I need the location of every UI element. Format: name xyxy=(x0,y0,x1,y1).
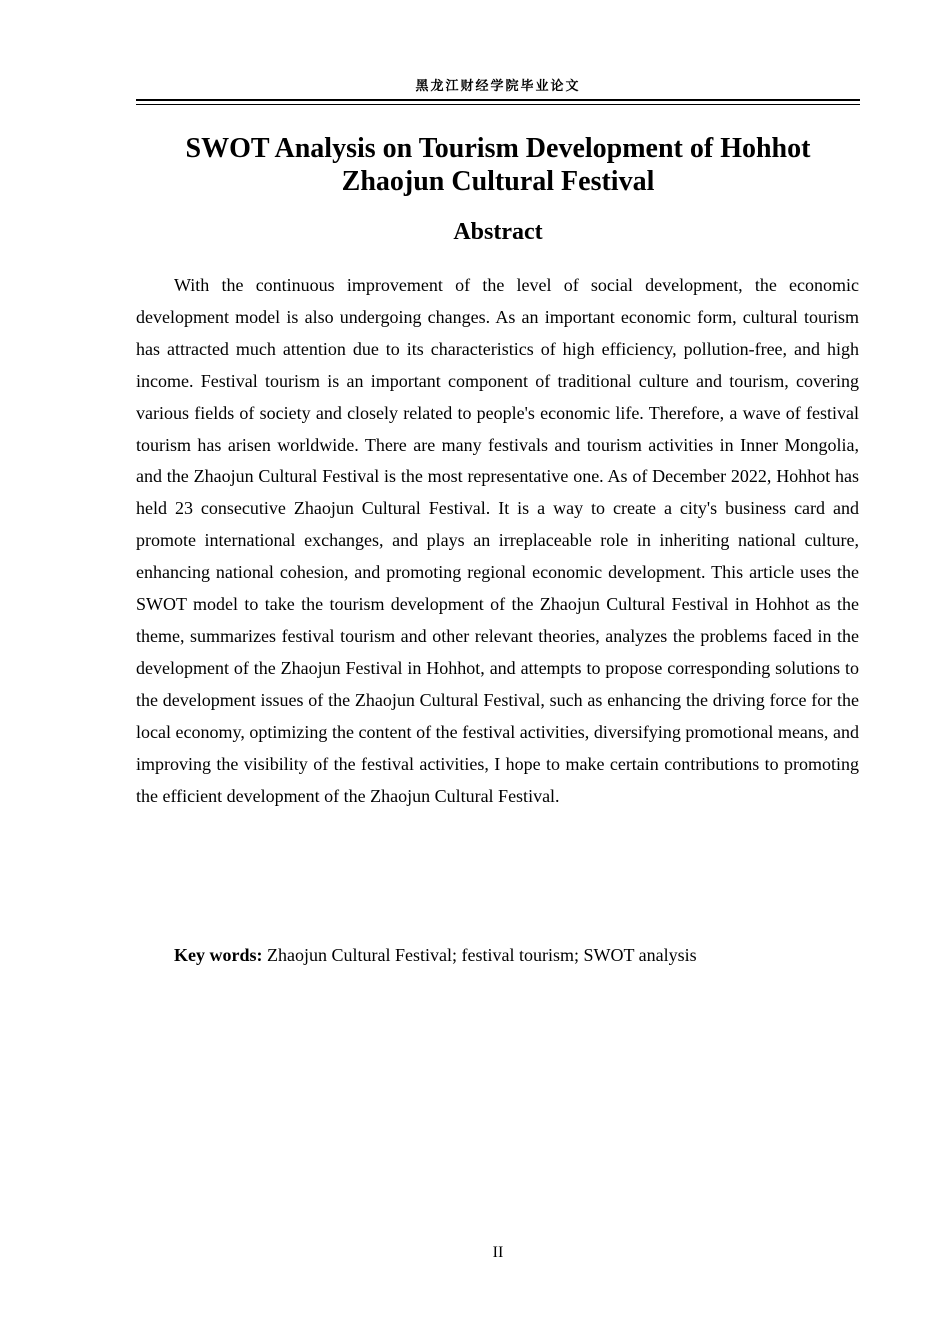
paper-title: SWOT Analysis on Tourism Development of Hohhot Zhaojun Cultural Festival xyxy=(185,133,811,197)
abstract-heading: Abstract xyxy=(453,219,543,245)
header-rule-thin xyxy=(136,104,860,105)
abstract-body: With the continuous improvement of the level of social development, the economic development model is also undergoing changes. As an important economic form, cultural tourism has attracted much attention due to its characteristics of high efficiency, pollution-free, and high income. Festival tourism is an important component of traditional culture and tourism, covering various fields of society and closely related to people's economic life. Therefore, a wave of festival tourism has arisen worldwide. There are many festivals and tourism activities in Inner Mongolia, and the Zhaojun Cultural Festival is the most representative one. As of December 2022, Hohhot has held 23 consecutive Zhaojun Cultural Festival. It is a way to create a city's business card and promote international exchanges, and plays an irreplaceable role in inheriting national culture, enhancing national cohesion, and promoting regional economic development. This article uses the SWOT model to take the tourism development of the Zhaojun Cultural Festival in Hohhot as the theme, summarizes festival tourism and other relevant theories, analyzes the problems faced in the development of the Zhaojun Festival in Hohhot, and attempts to propose corresponding solutions to the development issues of the Zhaojun Cultural Festival, such as enhancing the driving force for the local economy, optimizing the content of the festival activities, diversifying promotional means, and improving the visibility of the festival activities, I hope to make certain contributions to promoting the efficient development of the Zhaojun Cultural Festival. xyxy=(136,275,859,806)
running-header: 黑龙江财经学院毕业论文 xyxy=(415,79,581,94)
keywords-line xyxy=(174,940,860,971)
keywords-text: Zhaojun Cultural Festival; festival tourism; SWOT analysis xyxy=(262,945,697,965)
keywords-label: Key words: xyxy=(174,945,263,965)
header-rule-thick xyxy=(136,99,860,101)
page-number: II xyxy=(492,1244,504,1261)
